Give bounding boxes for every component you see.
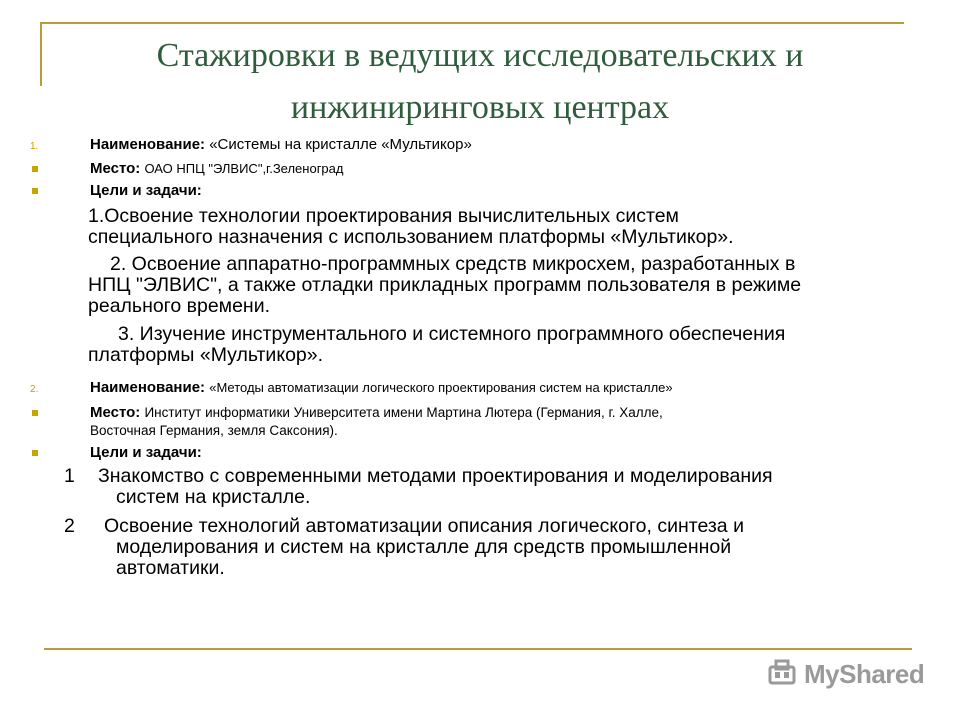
slide-border-bottom: [44, 648, 912, 650]
goal-line: 2. Освоение аппаратно-программных средств микросхем, разработанных в: [110, 253, 796, 275]
name-value: «Методы автоматизации логического проектирования систем на кристалле»: [209, 380, 673, 395]
number-marker: 2.: [30, 384, 39, 395]
place-value-line1: Институт информатики Университета имени Мартина Лютера (Германия, г. Халле,: [144, 405, 663, 420]
goal-line: 1.Освоение технологии проектирования вычислительных систем: [88, 205, 679, 227]
goal-line: НПЦ "ЭЛВИС", а также отладки прикладных программ пользователя в режиме: [88, 274, 802, 296]
bullet-icon: [32, 188, 38, 194]
watermark-text: MyShared: [804, 658, 925, 689]
section1-goal1: [60, 206, 734, 248]
goal-line: автоматики.: [116, 557, 225, 579]
bullet-icon: [32, 450, 38, 456]
goal-number: 2: [64, 515, 75, 537]
goals-label: Цели и задачи:: [90, 182, 202, 199]
section2-goal1: [64, 466, 773, 508]
myshared-logo-icon: [766, 659, 800, 689]
goals-label: Цели и задачи:: [90, 444, 202, 461]
name-label: Наименование:: [90, 379, 206, 396]
place-value-line2: Восточная Германия, земля Саксония).: [90, 423, 338, 438]
goal-line: систем на кристалле.: [116, 486, 311, 508]
goal-number: 1: [64, 465, 75, 487]
place-value: ОАО НПЦ "ЭЛВИС",г.Зеленоград: [144, 161, 344, 176]
slide-border-left: [40, 22, 42, 86]
goal-line: платформы «Мультикор».: [88, 344, 324, 366]
section2-goal2: [64, 516, 744, 579]
section1-goal3: [88, 324, 785, 366]
bullet-icon: [32, 166, 38, 172]
name-value: «Системы на кристалле «Мультикор»: [209, 136, 472, 153]
goal-line: Освоение технологий автоматизации описания логического, синтеза и: [104, 515, 744, 537]
slide-border-top: [40, 22, 904, 24]
place-label: Место:: [90, 404, 141, 421]
section1-goal2: [88, 254, 801, 317]
myshared-watermark: [766, 656, 924, 692]
goal-line: реального времени.: [88, 295, 271, 317]
number-marker: 1.: [30, 141, 39, 152]
goal-line: 3. Изучение инструментального и системного программного обеспечения: [118, 323, 786, 345]
goal-line: специального назначения с использованием платформы «Мультикор».: [88, 226, 734, 248]
name-label: Наименование:: [90, 136, 206, 153]
goal-line: Знакомство с современными методами проектирования и моделирования: [98, 465, 773, 487]
goal-line: моделирования и систем на кристалле для средств промышленной: [116, 536, 732, 558]
bullet-icon: [32, 410, 38, 416]
slide-title: Стажировки в ведущих исследовательских и инжиниринговых центрах: [156, 37, 804, 126]
place-label: Место:: [90, 160, 141, 177]
